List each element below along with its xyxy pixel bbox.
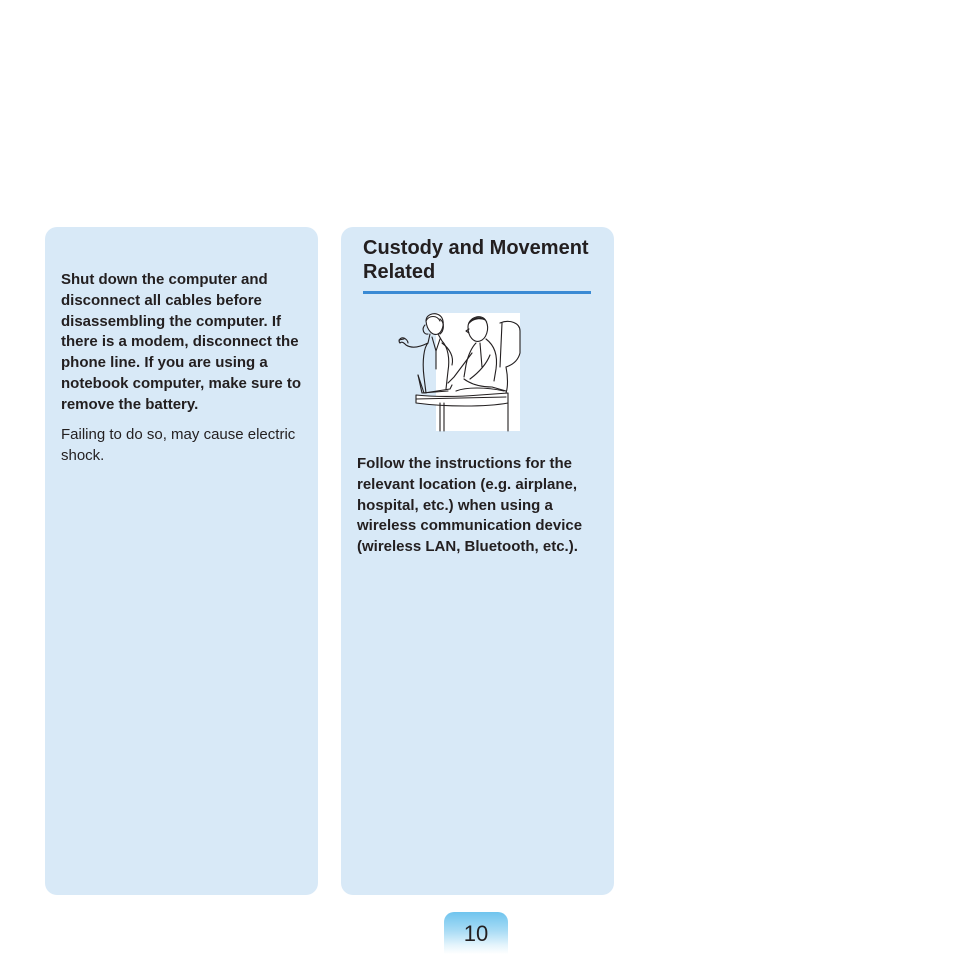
custody-movement-panel [341,227,614,895]
title-underline [363,291,591,294]
page-number-tab [444,912,508,954]
page-number: 10 [463,921,489,946]
warning-consequence: Failing to do so, may cause electric shock. [61,426,296,464]
wireless-device-instruction: Follow the instructions for the relevant location (e.g. airplane, hospital, etc.) when using a wireless communication device (wireless LAN, Bluetooth, etc.). [357,455,583,556]
warning-instruction: Shut down the computer and disconnect all cables before disassembling the computer. If there is a modem, disconnect the phone line. If you are using a notebook computer, make sure to remove the battery. [61,271,302,413]
airplane-laptop-illustration [396,307,522,433]
warning-panel [45,227,318,895]
section-title: Custody and Movement Related [363,237,589,283]
